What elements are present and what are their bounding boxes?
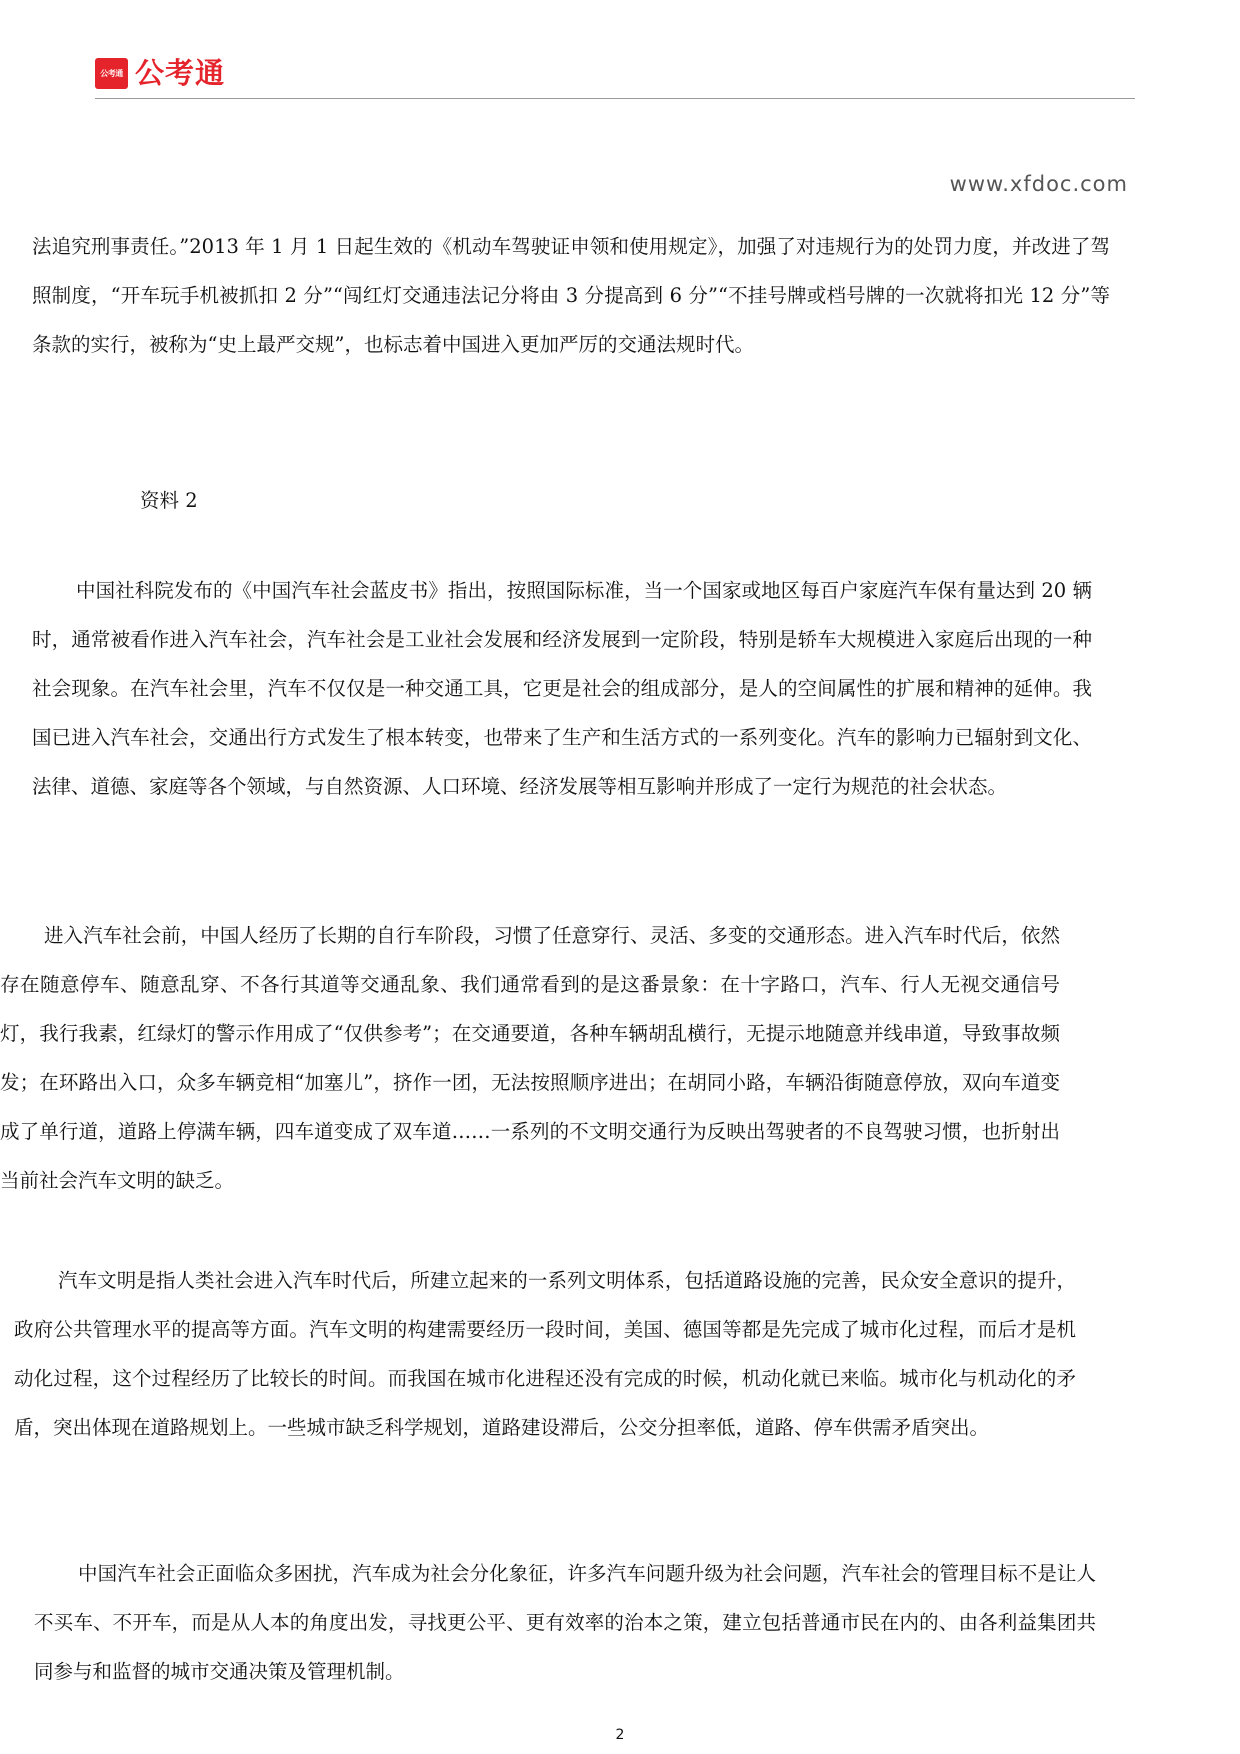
- logo-icon: 公考通: [95, 58, 128, 89]
- paragraph-continued: 法追究刑事责任。”2013 年 1 月 1 日起生效的《机动车驾驶证申领和使用规定》，加强了对违规行为的处罚力度，并改进了驾照制度，“开车玩手机被抓扣 2 分”“闯红灯交通违法记分将由 3 分提高到 6 分”“不挂号牌或档号牌的一次就将扣光 12 分”等条款的实行，被称为“史上最严交规”，也标志着中国进入更加严厉的交通法规时代。: [32, 235, 1110, 356]
- page-number: 2: [615, 1727, 625, 1743]
- page-header: [95, 58, 1135, 99]
- brand-name: 公考通: [135, 56, 226, 90]
- paragraph-4: 中国汽车社会正面临众多困扰，汽车成为社会分化象征，许多汽车问题升级为社会问题，汽车社会的管理目标不是让人不买车、不开车，而是从人本的角度出发，寻找更公平、更有效率的治本之策，建立包括普通市民在内的、由各利益集团共同参与和监督的城市交通决策及管理机制。: [34, 1562, 1096, 1683]
- paragraph-3: 汽车文明是指人类社会进入汽车时代后，所建立起来的一系列文明体系，包括道路设施的完善，民众安全意识的提升，政府公共管理水平的提高等方面。汽车文明的构建需要经历一段时间，美国、德国等都是先完成了城市化过程，而后才是机动化过程，这个过程经历了比较长的时间。而我国在城市化进程还没有完成的时候，机动化就已来临。城市化与机动化的矛盾，突出体现在道路规划上。一些城市缺乏科学规划，道路建设滞后，公交分担率低，道路、停车供需矛盾突出。: [14, 1269, 1076, 1439]
- section-heading: 资料 2: [140, 489, 198, 512]
- paragraph-2: 进入汽车社会前，中国人经历了长期的自行车阶段，习惯了任意穿行、灵活、多变的交通形态。进入汽车时代后，依然存在随意停车、随意乱穿、不各行其道等交通乱象、我们通常看到的是这番景象：在十字路口，汽车、行人无视交通信号灯，我行我素，红绿灯的警示作用成了“仅供参考”；在交通要道，各种车辆胡乱横行，无提示地随意并线串道，导致事故频发；在环路出入口，众多车辆竞相“加塞儿”，挤作一团，无法按照顺序进出；在胡同小路，车辆沿街随意停放，双向车道变成了单行道，道路上停满车辆，四车道变成了双车道……一系列的不文明交通行为反映出驾驶者的不良驾驶习惯，也折射出当前社会汽车文明的缺乏。: [0, 924, 1060, 1192]
- site-url: www.xfdoc.com: [949, 172, 1128, 196]
- paragraph-1: 中国社科院发布的《中国汽车社会蓝皮书》指出，按照国际标准，当一个国家或地区每百户家庭汽车保有量达到 20 辆时，通常被看作进入汽车社会，汽车社会是工业社会发展和经济发展到一定阶段，特别是轿车大规模进入家庭后出现的一种社会现象。在汽车社会里，汽车不仅仅是一种交通工具，它更是社会的组成部分，是人的空间属性的扩展和精神的延伸。我国已进入汽车社会，交通出行方式发生了根本转变，也带来了生产和生活方式的一系列变化。汽车的影响力已辐射到文化、法律、道德、家庭等各个领域，与自然资源、人口环境、经济发展等相互影响并形成了一定行为规范的社会状态。: [32, 579, 1092, 798]
